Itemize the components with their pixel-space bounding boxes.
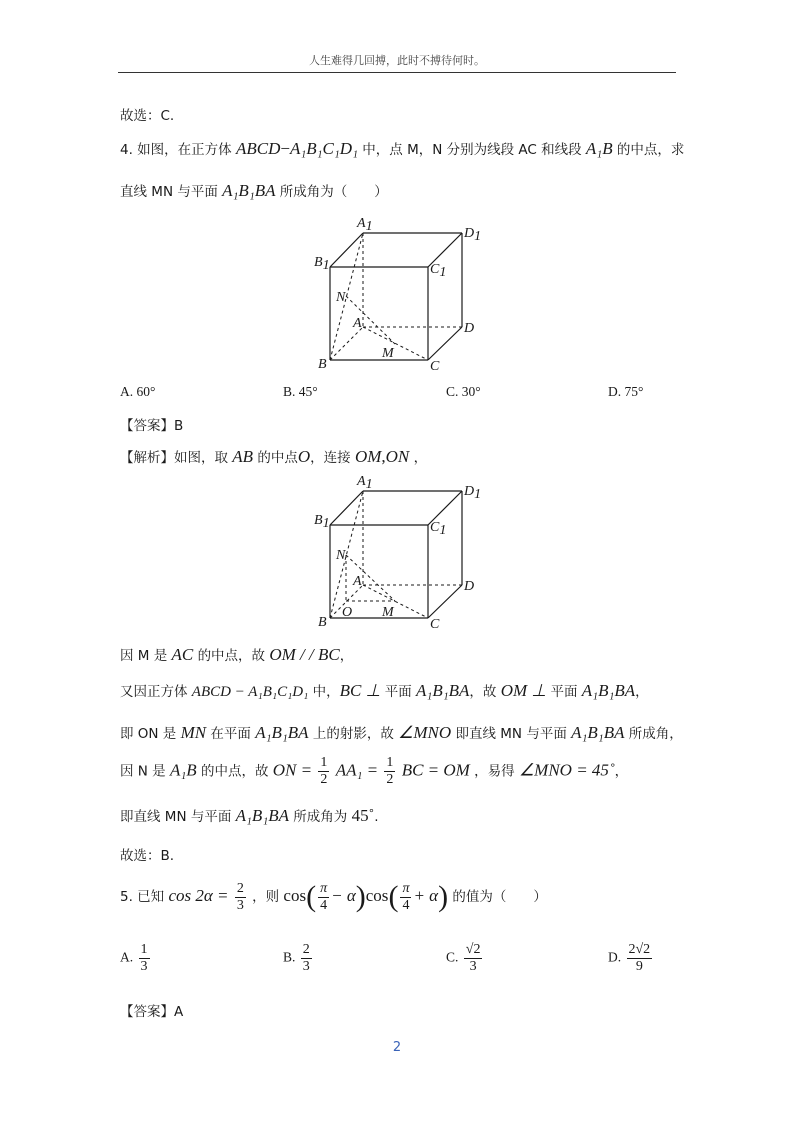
s4-on: ON = <box>272 760 313 780</box>
q5-pi-over-4-b: $\frac{\pi}{4}$ <box>402 880 410 913</box>
solution-step-5 <box>120 805 379 826</box>
q4-cube-top: A₁B₁C₁D₁ <box>289 139 358 158</box>
s1-text-b: 的中点，故 <box>197 648 266 664</box>
q4-answer: 【答案】B <box>120 418 184 434</box>
label-M: M <box>382 346 394 361</box>
s3-text-d: 即直线 MN 与平面 <box>455 726 567 742</box>
s5-text-b: 所成角为 <box>293 809 348 825</box>
label-B1: B1 <box>314 255 330 273</box>
analysis-comma: ， <box>413 450 428 466</box>
label-C1: C1 <box>430 262 447 280</box>
s3-mn: MN <box>180 723 207 742</box>
q5-cos-2: cos <box>365 886 389 905</box>
q5-option-d: D. $\frac{2√2}{9}$ <box>608 942 651 974</box>
q4-option-d: D. 75° <box>608 384 644 399</box>
q4-analysis-line: 【解析】如图，取 AB 的中点O，连接 OM,ON ， <box>120 447 428 466</box>
s3-plane: A₁B₁BA <box>255 723 309 742</box>
analysis-on: ON <box>385 447 410 466</box>
s2-formula-2: OM ⊥ <box>500 681 547 700</box>
label-B: B <box>318 357 327 372</box>
s4-text-a: 因 N 是 <box>120 763 166 780</box>
q4-stem-d: 直线 MN 与平面 <box>120 184 218 200</box>
label-D: D <box>464 579 475 594</box>
s5-plane: A₁B₁BA <box>235 806 289 825</box>
page-number: 2 <box>392 1040 402 1055</box>
label-B1: B1 <box>314 513 330 531</box>
s1-text-c: ， <box>339 648 354 664</box>
s4-aa: AA₁ = <box>335 760 379 780</box>
s4-segment: A₁B <box>169 760 197 780</box>
s2-text-b: 中， <box>312 684 340 700</box>
hidden-edge-AC <box>363 327 428 360</box>
q5-text-c: 的值为（ ） <box>452 889 547 905</box>
q4-final: 故选：B. <box>120 848 175 864</box>
label-C: C <box>430 617 440 632</box>
q5-given-fraction: $\frac{2}{3}$ <box>236 880 244 913</box>
s3-text-e: 所成角， <box>628 726 683 742</box>
label-N: N <box>336 290 346 305</box>
label-D1: D1 <box>464 226 482 244</box>
s2-text-e: 平面 <box>550 684 578 700</box>
s4-text-b: 的中点，故 <box>200 763 269 780</box>
s4-end: ， <box>614 763 629 780</box>
prev-answer: 故选：C. <box>120 108 175 124</box>
s2-plane-2: A₁B₁BA <box>581 681 636 700</box>
s2-end: ， <box>635 684 649 700</box>
q4-stem-a: 4. 如图，在正方体 <box>120 142 232 158</box>
q4-stem-e: 所成角为（ ） <box>279 184 388 200</box>
analysis-om: OM <box>354 447 382 466</box>
edge <box>428 585 462 618</box>
q5-stem: 5. 已知 cos 2α = $\frac{2}{3}$ ，则 cos( $\frac{\pi}{4}$ − α)cos( $\frac{\pi}{4}$ + α) 的值为（ ） <box>120 880 547 913</box>
s3-plane-2: A₁B₁BA <box>571 723 625 742</box>
s3-angle: ∠MNO <box>398 723 452 742</box>
s3-text-c: 上的射影，故 <box>312 726 394 742</box>
q4-stem-line1 <box>120 138 684 159</box>
label-O: O <box>342 605 353 620</box>
edge <box>330 491 363 525</box>
q5-option-b: B. $\frac{2}{3}$ <box>283 942 310 974</box>
q5-plus-alpha: + α <box>413 886 439 905</box>
solution-step-3 <box>120 722 683 743</box>
label-N: N <box>336 548 346 563</box>
s1-text-a: 因 M 是 <box>120 648 168 664</box>
label-C: C <box>430 359 440 374</box>
s4-angle: ∠MNO = 45˚ <box>518 760 615 780</box>
s2-text-a: 又因正方体 <box>120 684 188 700</box>
label-A: A <box>353 574 362 589</box>
label-A: A <box>353 316 362 331</box>
s2-formula-1: BC ⊥ <box>339 681 381 700</box>
s5-end: . <box>374 809 379 825</box>
s3-text-b: 在平面 <box>210 726 251 742</box>
s2-plane: A₁B₁BA <box>416 681 470 700</box>
label-M: M <box>382 605 394 620</box>
s1-ac: AC <box>171 645 194 664</box>
s4-half-fraction: $\frac{1}{2}$ <box>320 755 328 787</box>
solution-step-1 <box>120 644 353 665</box>
q5-cos2a: cos 2α = <box>168 886 229 905</box>
q5-option-c: C. $\frac{√2}{3}$ <box>446 942 481 974</box>
edge <box>428 327 462 360</box>
label-A1: A1 <box>357 474 373 492</box>
label-B: B <box>318 615 327 630</box>
header-divider <box>118 72 676 73</box>
s3-text-a: 即 ON 是 <box>120 726 177 742</box>
s4-half-fraction-2: $\frac{1}{2}$ <box>386 755 394 787</box>
s5-text-a: 即直线 MN 与平面 <box>120 809 232 825</box>
label-D1: D1 <box>464 484 482 502</box>
q5-text-a: 5. 已知 <box>120 889 165 905</box>
q5-pi-over-4: $\frac{\pi}{4}$ <box>320 880 328 913</box>
label-D: D <box>464 321 475 336</box>
s4-bc: BC = OM <box>401 760 470 780</box>
analysis-ab: AB <box>232 447 254 466</box>
q4-stem-line2 <box>120 180 388 201</box>
q4-option-a: A. 60° <box>120 384 156 399</box>
label-C1: C1 <box>430 520 447 538</box>
q4-option-b: B. 45° <box>283 384 318 399</box>
q5-minus-alpha: − α <box>331 886 356 905</box>
s2-cube: ABCD − A₁B₁C₁D₁ <box>191 684 309 700</box>
q4-stem-c: 的中点，求 <box>616 142 685 158</box>
cube-figure-2 <box>300 473 500 633</box>
cube-figure-1 <box>300 210 500 380</box>
solution-step-2 <box>120 680 649 701</box>
page-header-motto: 人生难得几回搏，此时不搏待何时。 <box>309 54 485 67</box>
s2-text-d: ，故 <box>469 684 497 700</box>
s1-formula: OM / / BC <box>269 645 340 664</box>
q4-dash: − <box>280 139 290 158</box>
s5-value: 45˚ <box>351 806 375 825</box>
s2-text-c: 平面 <box>384 684 412 700</box>
analysis-link: ，连接 <box>310 450 351 466</box>
q5-text-b: ，则 <box>252 889 280 905</box>
s4-text-c: ，易得 <box>474 763 515 780</box>
hidden-edge <box>330 327 363 360</box>
q4-option-c: C. 30° <box>446 384 481 399</box>
analysis-o: O <box>297 447 311 466</box>
q4-cube-name: ABCD <box>235 139 281 158</box>
label-A1: A1 <box>357 216 373 234</box>
q4-segment: A₁B <box>585 139 613 158</box>
edge <box>330 233 363 267</box>
q4-stem-b: 中，点 M，N 分别为线段 AC 和线段 <box>362 142 582 158</box>
q5-option-a: A. $\frac{1}{3}$ <box>120 942 148 974</box>
analysis-label: 【解析】如图，取 <box>120 450 228 466</box>
q5-cos-1: cos <box>283 886 307 905</box>
q4-plane: A₁B₁BA <box>222 181 276 200</box>
solution-step-4 <box>120 755 628 788</box>
q5-answer: 【答案】A <box>120 1004 184 1020</box>
analysis-mid: 的中点 <box>257 450 298 466</box>
